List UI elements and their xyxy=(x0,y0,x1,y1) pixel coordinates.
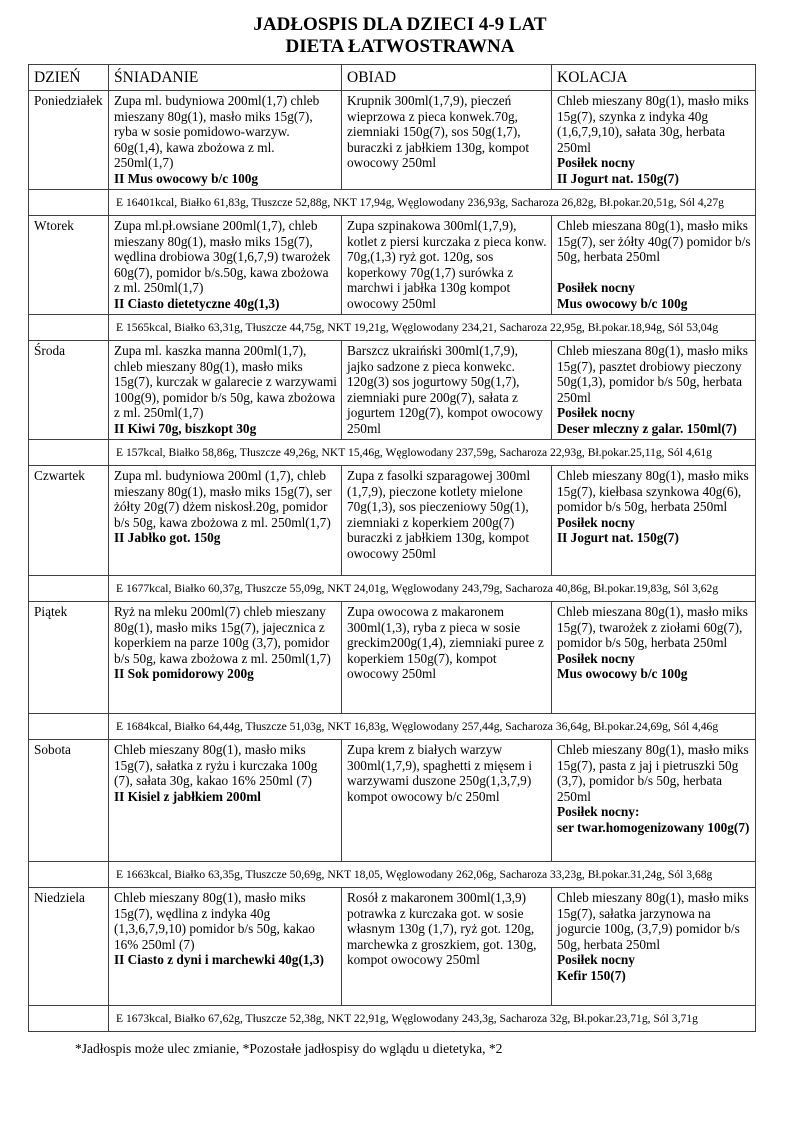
supper-text: Chleb mieszany 80g(1), masło miks 15g(7), pasta z jaj i pietruszki 50g (3,7), pomidor b/s 50g, herbata 250ml xyxy=(557,742,749,804)
day-energy-row xyxy=(29,714,756,740)
energy-spacer-cell xyxy=(29,714,109,740)
energy-cell: E 1663kcal, Białko 63,35g, Tłuszcze 50,69g, NKT 18,05, Węglowodany 262,06g, Sacharoza 33,23g, Bł.pokar.31,24g, Sól 3,68g xyxy=(109,862,756,888)
day-energy-row xyxy=(29,190,756,216)
meal-bold-line: II Mus owocowy b/c 100g xyxy=(114,170,259,186)
day-cell xyxy=(29,466,109,576)
meal-bold-line: Posiłek nocny xyxy=(557,952,635,968)
column-header-supper: KOLACJA xyxy=(552,65,756,91)
day-energy-row xyxy=(29,1006,756,1032)
lunch-cell xyxy=(342,216,552,315)
meal-bold-line: Mus owocowy b/c 100g xyxy=(557,295,688,311)
breakfast-cell xyxy=(109,888,342,1006)
supper-text: Chleb mieszany 80g(1), masło miks 15g(7), sałatka jarzynowa na jogurcie 100g, (3,7,9) pomidor b/s 50g, herbata 250ml xyxy=(557,890,749,952)
energy-cell: E 1565kcal, Białko 63,31g, Tłuszcze 44,75g, NKT 19,21g, Węglowodany 234,21, Sacharoza 22,95g, Bł.pokar.18,94g, Sól 53,04g xyxy=(109,315,756,341)
lunch-cell xyxy=(342,91,552,190)
column-header-lunch: OBIAD xyxy=(342,65,552,91)
meal-bold-line: II Kisiel z jabłkiem 200ml xyxy=(114,788,261,804)
meal-bold-line: Posiłek nocny xyxy=(557,280,635,296)
day-label: Niedziela xyxy=(34,890,85,905)
energy-cell: E 1677kcal, Białko 60,37g, Tłuszcze 55,09g, NKT 24,01g, Węglowodany 243,79g, Sacharoza 40,86g, Bł.pokar.19,83g, Sól 3,62g xyxy=(109,576,756,602)
title-line-2: DIETA ŁATWOSTRAWNA xyxy=(285,36,515,57)
meal-bold-line: Posiłek nocny xyxy=(557,405,635,421)
day-cell xyxy=(29,216,109,315)
breakfast-cell xyxy=(109,740,342,862)
day-cell xyxy=(29,740,109,862)
energy-spacer-cell xyxy=(29,190,109,216)
supper-cell xyxy=(552,216,756,315)
day-meals-row xyxy=(29,91,756,190)
lunch-text: Rosół z makaronem 300ml(1,3,9) potrawka z kurczaka got. w sosie własnym 130g (1,7), ryż got. 120g, marchewka z groszkiem, got. 130g, kompot owocowy 250ml xyxy=(347,890,537,968)
energy-spacer-cell xyxy=(29,1006,109,1032)
day-meals-row xyxy=(29,888,756,1006)
energy-cell: E 16401kcal, Białko 61,83g, Tłuszcze 52,88g, NKT 17,94g, Węglowodany 236,93g, Sacharoza 26,82g, Bł.pokar.20,51g, Sól 4,27g xyxy=(109,190,756,216)
supper-cell xyxy=(552,91,756,190)
meal-blank-line xyxy=(557,265,751,281)
breakfast-cell xyxy=(109,466,342,576)
meal-bold-line: Posiłek nocny xyxy=(557,514,635,530)
day-cell xyxy=(29,91,109,190)
meal-bold-line: II Jogurt nat. 150g(7) xyxy=(557,530,679,546)
meal-bold-line: Posiłek nocny: xyxy=(557,804,640,820)
supper-text: Chleb mieszana 80g(1), masło miks 15g(7), twarożek z ziołami 60g(7), pomidor b/s 50g, herbata 250ml xyxy=(557,604,748,651)
energy-cell: E 1684kcal, Białko 64,44g, Tłuszcze 51,03g, NKT 16,83g, Węglowodany 257,44g, Sacharoza 36,64g, Bł.pokar.24,69g, Sól 4,46g xyxy=(109,714,756,740)
day-cell xyxy=(29,602,109,714)
day-label: Poniedziałek xyxy=(34,93,103,108)
day-energy-row xyxy=(29,576,756,602)
header-row xyxy=(29,65,756,91)
energy-spacer-cell xyxy=(29,576,109,602)
energy-cell: E 1673kcal, Białko 67,62g, Tłuszcze 52,38g, NKT 22,91g, Węglowodany 243,3g, Sacharoza 32g, Bł.pokar.23,71g, Sól 3,71g xyxy=(109,1006,756,1032)
meal-bold-line: Kefir 150(7) xyxy=(557,967,626,983)
meal-bold-line: II Jogurt nat. 150g(7) xyxy=(557,170,679,186)
day-label: Czwartek xyxy=(34,468,85,483)
day-meals-row xyxy=(29,216,756,315)
lunch-text: Zupa owocowa z makaronem 300ml(1,3), ryba z pieca w sosie greckim200g(1,4), ziemniaki puree z koperkiem 150g(7), kompot owocowy 250ml xyxy=(347,604,544,682)
day-meals-row xyxy=(29,740,756,862)
energy-cell: E 157kcal, Białko 58,86g, Tłuszcze 49,26g, NKT 15,46g, Węglowodany 237,59g, Sacharoza 22,93g, Bł.pokar.25,11g, Sól 4,61g xyxy=(109,440,756,466)
breakfast-text: Ryż na mleku 200ml(7) chleb mieszany 80g(1), masło miks 15g(7), jajecznica z koperkiem na parze 100g (3,7), pomidor b/s 50g, kawa zbożowa z ml. 250ml(1,7) xyxy=(114,604,331,666)
breakfast-cell xyxy=(109,341,342,440)
breakfast-cell xyxy=(109,602,342,714)
supper-cell xyxy=(552,740,756,862)
breakfast-text: Chleb mieszany 80g(1), masło miks 15g(7), sałatka z ryżu i kurczaka 100g (7), sałata 30g, kakao 16% 250ml (7) xyxy=(114,742,318,789)
meal-bold-line: Deser mleczny z galar. 150ml(7) xyxy=(557,420,737,436)
breakfast-text: Zupa ml. kaszka manna 200ml(1,7), chleb mieszany 80g(1), masło miks 15g(7), kurczak w galarecie z warzywami 100g(9), pomidor b/s 50g, kawa zbożowa z ml. 250ml(1,7) xyxy=(114,343,337,421)
lunch-cell xyxy=(342,466,552,576)
lunch-text: Zupa szpinakowa 300ml(1,7,9), kotlet z piersi kurczaka z pieca konw. 70g,(1,3) ryż got. 120g, sos koperkowy 70g(1,7) surówka z marchwi i jabłka 130g kompot owocowy 250ml xyxy=(347,218,547,311)
meal-bold-line: II Jabłko got. 150g xyxy=(114,530,221,546)
meal-bold-line: II Ciasto dietetyczne 40g(1,3) xyxy=(114,295,280,311)
lunch-cell xyxy=(342,740,552,862)
footer-note: *Jadłospis może ulec zmianie, *Pozostałe jadłospisy do wglądu u dietetyka, *2 xyxy=(75,1041,503,1056)
lunch-text: Krupnik 300ml(1,7,9), pieczeń wieprzowa z pieca konwek.70g, ziemniaki 150g(7), sos 50g(1,7), buraczki z jabłkiem 130g, kompot owocowy 250ml xyxy=(347,93,530,171)
supper-cell xyxy=(552,341,756,440)
supper-text: Chleb mieszany 80g(1), masło miks 15g(7), szynka z indyka 40g (1,6,7,9,10), sałata 30g, herbata 250ml xyxy=(557,93,749,155)
day-energy-row xyxy=(29,862,756,888)
column-header-day: DZIEŃ xyxy=(29,65,109,91)
breakfast-cell xyxy=(109,216,342,315)
energy-spacer-cell xyxy=(29,315,109,341)
meal-bold-line: Posiłek nocny xyxy=(557,650,635,666)
title-line-1: JADŁOSPIS DLA DZIECI 4-9 LAT xyxy=(253,14,547,35)
day-meals-row xyxy=(29,602,756,714)
day-label: Środa xyxy=(34,343,66,358)
menu-table-body xyxy=(29,91,756,1032)
supper-cell xyxy=(552,602,756,714)
breakfast-text: Zupa ml. budyniowa 200ml(1,7) chleb mieszany 80g(1), masło miks 15g(7), ryba w sosie pomidowo-warzyw. 60g(1,4), kawa zbożowa z ml. 250ml(1,7) xyxy=(114,93,320,171)
day-energy-row xyxy=(29,440,756,466)
breakfast-text: Chleb mieszany 80g(1), masło miks 15g(7), wędlina z indyka 40g (1,3,6,7,9,10) pomidor b/s 50g, kakao 16% 250ml (7) xyxy=(114,890,315,952)
column-header-breakfast: ŚNIADANIE xyxy=(109,65,342,91)
meal-bold-line: Mus owocowy b/c 100g xyxy=(557,666,688,682)
breakfast-text: Zupa ml.pł.owsiane 200ml(1,7), chleb mieszany 80g(1), masło miks 15g(7), wędlina drobiowa 30g(1,6,7,9) twarożek 60g(7), pomidor b/s.50g, kawa zbożowa z ml. 250ml(1,7) xyxy=(114,218,331,296)
breakfast-text: Zupa ml. budyniowa 200ml (1,7), chleb mieszany 80g(1), masło miks 15g(7), ser żółty 20g(7) dżem niskosł.20g, pomidor b/s 50g, kawa zbożowa z ml. 250ml(1,7) xyxy=(114,468,332,530)
lunch-cell xyxy=(342,602,552,714)
breakfast-cell xyxy=(109,91,342,190)
supper-text: Chleb mieszana 80g(1), masło miks 15g(7), ser żółty 40g(7) pomidor b/s 50g, herbata 250ml xyxy=(557,218,751,265)
day-label: Wtorek xyxy=(34,218,74,233)
menu-table xyxy=(28,64,756,1032)
supper-cell xyxy=(552,466,756,576)
day-label: Sobota xyxy=(34,742,71,757)
lunch-cell xyxy=(342,888,552,1006)
energy-spacer-cell xyxy=(29,862,109,888)
day-cell xyxy=(29,341,109,440)
day-meals-row xyxy=(29,341,756,440)
meal-bold-line: II Sok pomidorowy 200g xyxy=(114,666,254,682)
day-meals-row xyxy=(29,466,756,576)
document-title xyxy=(0,14,800,58)
energy-spacer-cell xyxy=(29,440,109,466)
lunch-text: Barszcz ukraiński 300ml(1,7,9), jajko sadzone z pieca konwekc. 120g(3) sos jogurtowy 50g(1,7), ziemniaki pure 200g(7), sałata z jogurtem 120g(7), kompot owocowy 250ml xyxy=(347,343,543,436)
lunch-text: Zupa krem z białych warzyw 300ml(1,7,9), spaghetti z mięsem i warzywami duszone 250g(1,3,7,9) kompot owocowy b/c 250ml xyxy=(347,742,533,804)
supper-text: Chleb mieszana 80g(1), masło miks 15g(7), pasztet drobiowy pieczony 50g(1,3), pomidor b/s 50g, herbata 250ml xyxy=(557,343,748,405)
meal-bold-line: Posiłek nocny xyxy=(557,155,635,171)
lunch-text: Zupa z fasolki szparagowej 300ml (1,7,9), pieczone kotlety mielone 70g(1,3), sos pieczeniowy 50g(1), ziemniaki z koperkiem 200g(7) buraczki z jabłkiem 130g, kompot owocowy 250ml xyxy=(347,468,531,561)
meal-bold-line: II Ciasto z dyni i marchewki 40g(1,3) xyxy=(114,952,324,968)
day-label: Piątek xyxy=(34,604,68,619)
day-cell xyxy=(29,888,109,1006)
supper-text: Chleb mieszany 80g(1), masło miks 15g(7), kiełbasa szynkowa 40g(6), pomidor b/s 50g, herbata 250ml xyxy=(557,468,749,515)
meal-bold-line: ser twar.homogenizowany 100g(7) xyxy=(557,819,750,835)
meal-bold-line: II Kiwi 70g, biszkopt 30g xyxy=(114,420,257,436)
day-energy-row xyxy=(29,315,756,341)
lunch-cell xyxy=(342,341,552,440)
supper-cell xyxy=(552,888,756,1006)
